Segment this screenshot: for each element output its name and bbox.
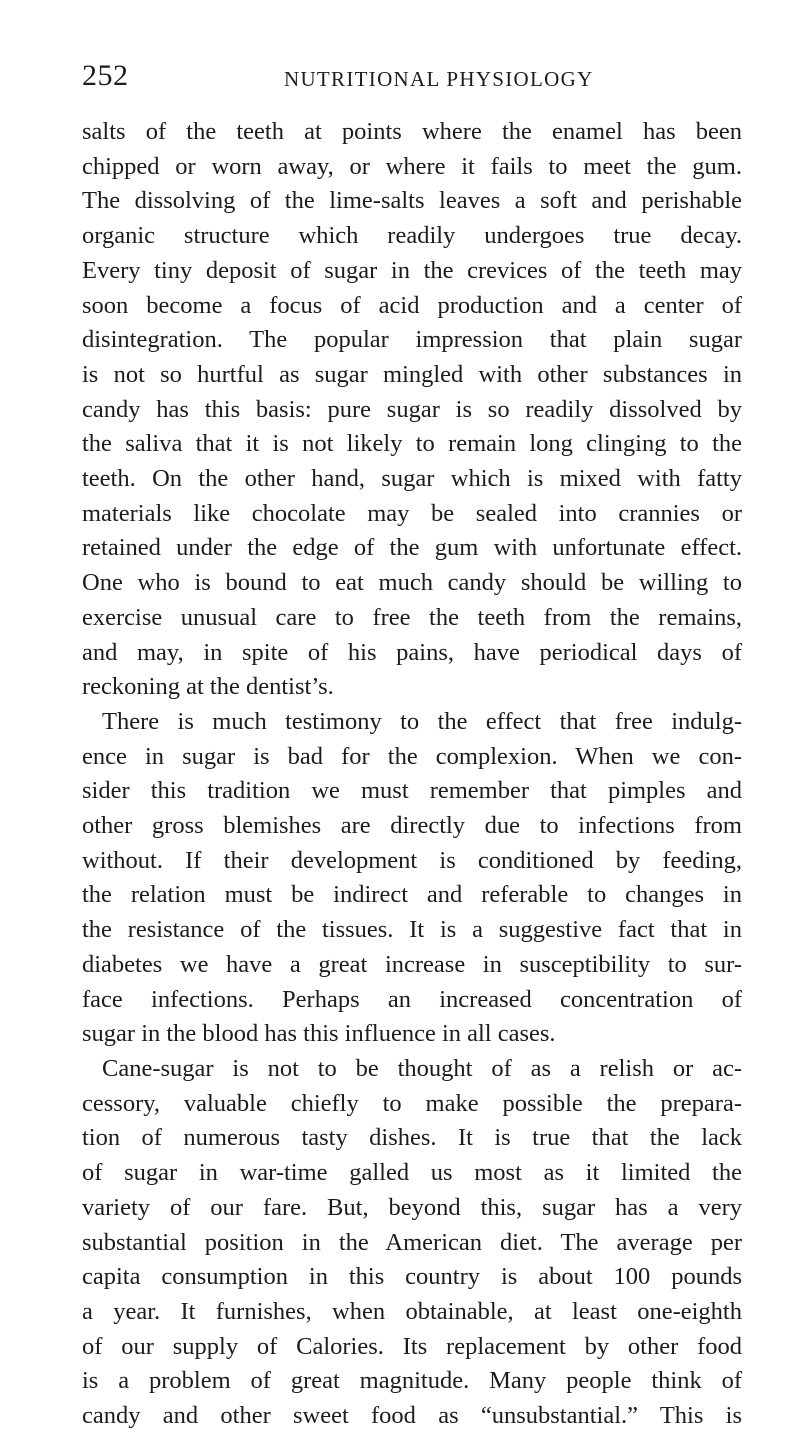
text-line: salts of the teeth at points where the enamel has been bbox=[82, 118, 742, 145]
text-line: without. If their development is conditioned by feeding, bbox=[82, 846, 742, 874]
text-line: a year. It furnishes, when obtainable, at least one-eighth bbox=[82, 1297, 742, 1325]
text-line: is not so hurtful as sugar mingled with other substances in bbox=[82, 360, 742, 388]
text-line: materials like chocolate may be sealed into crannies or bbox=[82, 499, 742, 527]
text-line: exercise unusual care to free the teeth from the remains, bbox=[82, 603, 742, 631]
text-line: teeth. On the other hand, sugar which is mixed with fatty bbox=[82, 465, 742, 493]
body-text bbox=[82, 115, 742, 1434]
text-line: diabetes we have a great increase in susceptibility to sur- bbox=[82, 950, 742, 978]
text-line: candy has this basis: pure sugar is so readily dissolved by bbox=[82, 395, 742, 423]
text-line: capita consumption in this country is about 100 pounds bbox=[82, 1263, 742, 1291]
running-header bbox=[82, 58, 722, 98]
text-line: of our supply of Calories. Its replacement by other food bbox=[82, 1332, 742, 1360]
text-line: variety of our fare. But, beyond this, sugar has a very bbox=[82, 1193, 742, 1221]
text-line: sider this tradition we must remember that pimples and bbox=[82, 777, 742, 805]
text-line: face infections. Perhaps an increased concentration of bbox=[82, 985, 742, 1013]
text-line: other gross blemishes are directly due to infections from bbox=[82, 812, 742, 840]
text-line: cessory, valuable chiefly to make possible the prepara- bbox=[82, 1089, 742, 1117]
text-line: of sugar in war-time galled us most as it limited the bbox=[82, 1159, 742, 1187]
paragraph-start-line: Cane-sugar is not to be thought of as a relish or ac- bbox=[102, 1054, 742, 1082]
text-line: retained under the edge of the gum with unfortunate effect. bbox=[82, 534, 742, 562]
text-line: Every tiny deposit of sugar in the crevices of the teeth may bbox=[82, 256, 742, 284]
paragraph-end-line: reckoning at the dentist’s. bbox=[82, 673, 334, 701]
page-number: 252 bbox=[82, 59, 129, 92]
running-title: NUTRITIONAL PHYSIOLOGY bbox=[284, 67, 594, 91]
text-line: chipped or worn away, or where it fails to meet the gum. bbox=[82, 152, 742, 180]
text-line: One who is bound to eat much candy should be willing to bbox=[82, 569, 742, 597]
text-line: tion of numerous tasty dishes. It is true that the lack bbox=[82, 1124, 742, 1152]
text-line: and may, in spite of his pains, have periodical days of bbox=[82, 638, 742, 666]
text-line: soon become a focus of acid production and a center of bbox=[82, 291, 742, 319]
text-line: disintegration. The popular impression that plain sugar bbox=[82, 326, 742, 354]
text-line: is a problem of great magnitude. Many people think of bbox=[82, 1367, 742, 1395]
text-line: substantial position in the American diet. The average per bbox=[82, 1228, 742, 1256]
text-line: the relation must be indirect and referable to changes in bbox=[82, 881, 742, 909]
text-line: candy and other sweet food as “unsubstantial.” This is bbox=[82, 1402, 742, 1430]
text-line: The dissolving of the lime-salts leaves a soft and perishable bbox=[82, 187, 742, 215]
paragraph-end-line: sugar in the blood has this influence in all cases. bbox=[82, 1020, 556, 1048]
text-line: the resistance of the tissues. It is a suggestive fact that in bbox=[82, 916, 742, 944]
paragraph-start-line: There is much testimony to the effect that free indulg- bbox=[102, 707, 742, 735]
text-line: organic structure which readily undergoes true decay. bbox=[82, 222, 742, 250]
text-line: ence in sugar is bad for the complexion. When we con- bbox=[82, 742, 742, 770]
text-line: the saliva that it is not likely to remain long clinging to the bbox=[82, 430, 742, 458]
